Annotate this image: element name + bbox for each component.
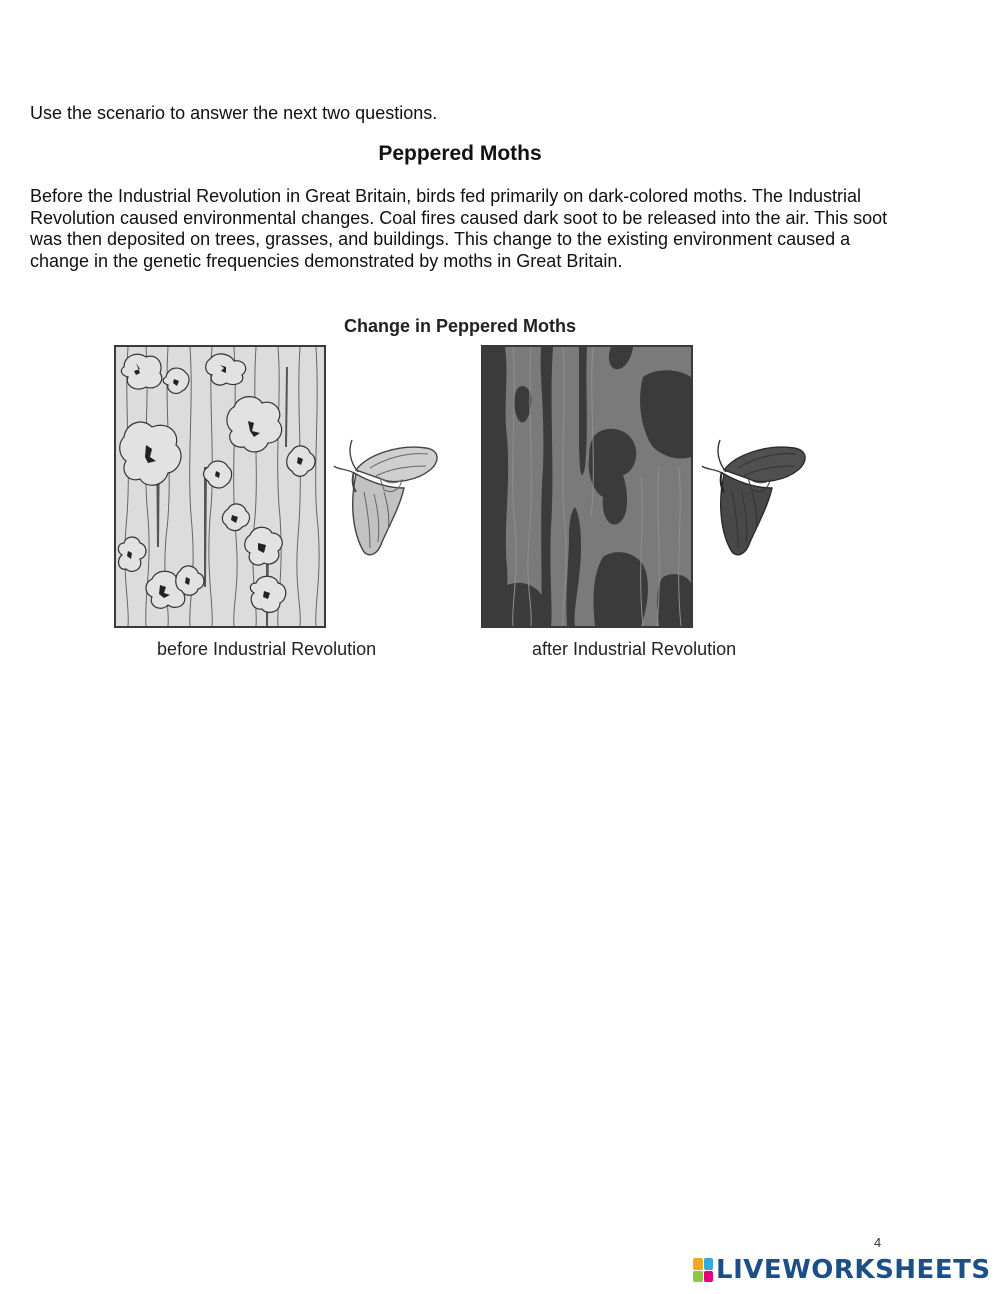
light-moth-illustration bbox=[330, 432, 442, 563]
before-caption: before Industrial Revolution bbox=[157, 639, 377, 659]
dark-tree-bark-illustration bbox=[481, 345, 693, 628]
light-tree-bark-illustration bbox=[114, 345, 326, 628]
logo-block bbox=[704, 1271, 714, 1283]
logo-blocks-icon bbox=[693, 1258, 713, 1282]
dark-moth-illustration bbox=[698, 432, 810, 563]
logo-block bbox=[693, 1258, 703, 1270]
page-number: 4 bbox=[874, 1235, 882, 1250]
figure-title: Change in Peppered Moths bbox=[343, 316, 577, 336]
logo-text: LIVEWORKSHEETS bbox=[716, 1255, 991, 1285]
logo-block bbox=[693, 1271, 703, 1283]
section-title: Peppered Moths bbox=[378, 142, 542, 165]
after-caption: after Industrial Revolution bbox=[532, 639, 737, 659]
logo-block bbox=[704, 1258, 714, 1270]
liveworksheets-logo[interactable] bbox=[693, 1254, 991, 1286]
scenario-paragraph: Before the Industrial Revolution in Great Britain, birds fed primarily on dark-colored moths. The Industrial Revolution caused environmental changes. Coal fires caused dark soot to be released into the air. This soot was then deposited on trees, grasses, and buildings. This change to the existing environment caused a change in the genetic frequencies demonstrated by moths in Great Britain. bbox=[30, 186, 888, 271]
instructions-text: Use the scenario to answer the next two questions. bbox=[30, 103, 438, 123]
